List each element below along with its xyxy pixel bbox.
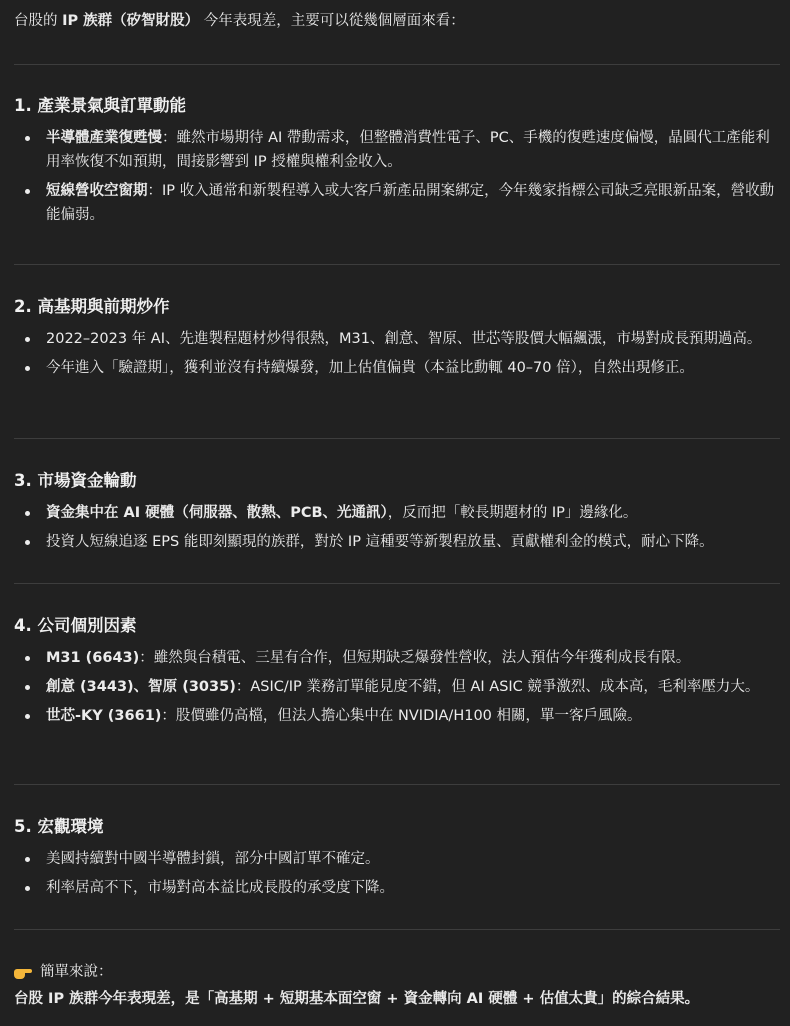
divider [14, 438, 780, 439]
list-item [14, 847, 780, 871]
divider [14, 784, 780, 785]
list-item [14, 704, 780, 728]
section-title: 3. 市場資金輪動 [14, 471, 137, 490]
intro-prefix: 台股的 [14, 13, 63, 29]
list-item [14, 646, 780, 670]
section-title: 4. 公司個別因素 [14, 616, 137, 635]
item-text: ：股價雖仍高檔，但法人擔心集中在 NVIDIA/H100 相關，單一客戶風險。 [161, 708, 642, 724]
item-text: ：雖然市場期待 AI 帶動需求，但整體消費性電子、PC、手機的復甦速度偏慢，晶圓代工產能利用率恢復不如預期，間接影響到 IP 授權與權利金收入。 [46, 130, 770, 170]
section-high-base [14, 295, 780, 385]
item-text: ，反而把「較長期題材的 IP」邊緣化。 [387, 505, 638, 521]
bullet-list [14, 327, 780, 380]
bullet-list [14, 646, 780, 728]
item-bold: 世芯-KY (3661) [46, 708, 162, 724]
list-item [14, 179, 780, 227]
intro-paragraph [14, 10, 465, 32]
divider [14, 929, 780, 930]
item-text: ：ASIC/IP 業務訂單能見度不錯，但 AI ASIC 競爭激烈、成本高，毛利率壓力大。 [235, 679, 760, 695]
bullet-list [14, 501, 780, 554]
list-item [14, 530, 780, 554]
item-text: 美國持續對中國半導體封鎖，部分中國訂單不確定。 [46, 851, 380, 867]
list-item [14, 675, 780, 699]
item-bold: 半導體產業復甦慢 [46, 130, 162, 146]
item-text: 2022–2023 年 AI、先進製程題材炒得很熱，M31、創意、智原、世芯等股價大幅飆漲，市場對成長預期過高。 [46, 331, 762, 347]
bullet-list [14, 126, 780, 227]
summary [14, 960, 780, 1012]
divider [14, 64, 780, 65]
item-bold: 創意 (3443)、智原 (3035) [46, 679, 236, 695]
summary-conclusion: 台股 IP 族群今年表現差，是「高基期 + 短期基本面空窗 + 資金轉向 AI 硬體 + 估值太貴」的綜合結果。 [14, 991, 700, 1007]
section-title: 1. 產業景氣與訂單動能 [14, 96, 186, 115]
list-item [14, 501, 780, 525]
bullet-list [14, 847, 780, 900]
item-text: 今年進入「驗證期」，獲利並沒有持續爆發，加上估值偏貴（本益比動輒 40–70 倍），自然出現修正。 [46, 360, 694, 376]
item-bold: M31 (6643) [46, 650, 140, 666]
item-bold: 資金集中在 AI 硬體（伺服器、散熱、PCB、光通訊） [46, 505, 388, 521]
section-macro [14, 815, 780, 905]
intro-bold: IP 族群（矽智財股） [62, 13, 200, 29]
list-item [14, 356, 780, 380]
section-industry [14, 94, 780, 232]
pointing-hand-icon [14, 965, 32, 979]
section-title: 2. 高基期與前期炒作 [14, 297, 170, 316]
divider [14, 583, 780, 584]
list-item [14, 126, 780, 174]
item-text: 投資人短線追逐 EPS 能即刻顯現的族群，對於 IP 這種要等新製程放量、貢獻權利金的模式，耐心下降。 [46, 534, 714, 550]
section-fund-rotation [14, 469, 780, 559]
list-item [14, 327, 780, 351]
item-text: ：IP 收入通常和新製程導入或大客戶新產品開案綁定，今年幾家指標公司缺乏亮眼新品案，營收動能偏弱。 [46, 183, 775, 223]
list-item [14, 876, 780, 900]
divider [14, 264, 780, 265]
section-company-factors [14, 614, 780, 733]
item-text: 利率居高不下，市場對高本益比成長股的承受度下降。 [46, 880, 394, 896]
item-bold: 短線營收空窗期 [46, 183, 148, 199]
intro-suffix: 今年表現差，主要可以從幾個層面來看： [199, 13, 465, 29]
item-text: ：雖然與台積電、三星有合作，但短期缺乏爆發性營收，法人預估今年獲利成長有限。 [139, 650, 691, 666]
summary-lead-text: 簡單來說： [40, 964, 113, 980]
summary-lead [14, 960, 780, 984]
section-title: 5. 宏觀環境 [14, 817, 104, 836]
